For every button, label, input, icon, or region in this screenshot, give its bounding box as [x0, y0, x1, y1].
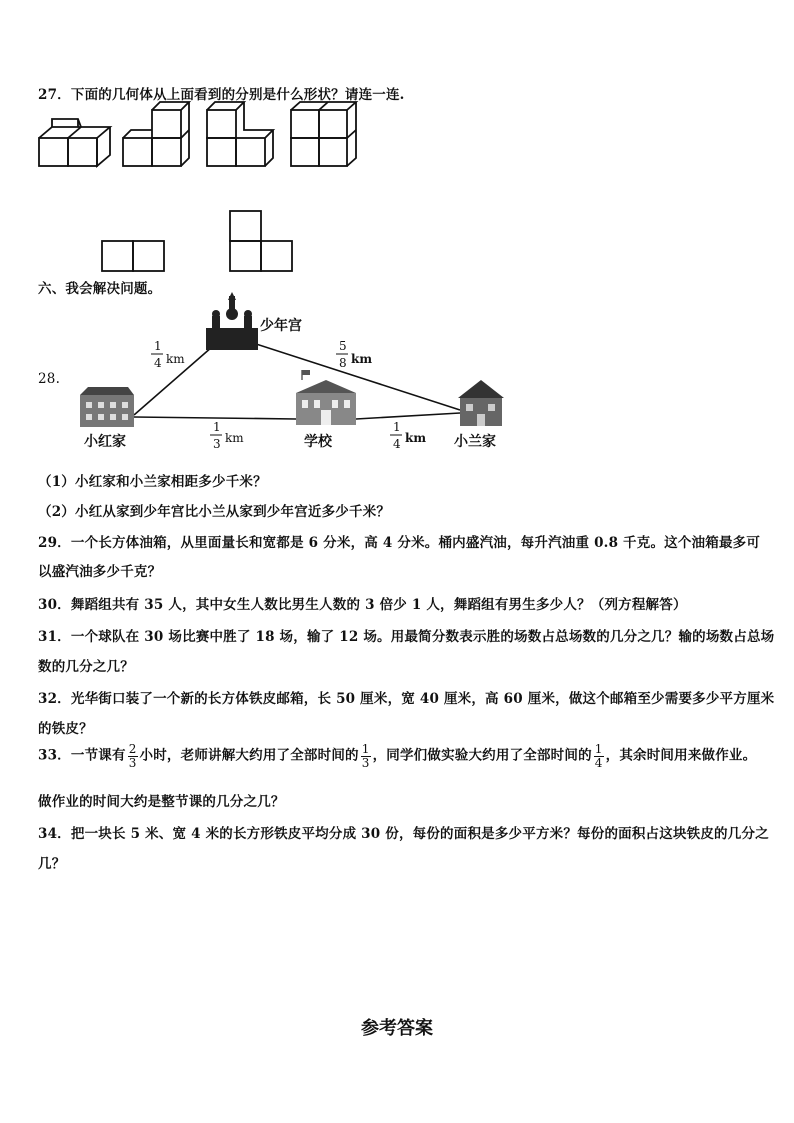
q28-number: 28.: [38, 371, 61, 387]
q33-fraction-1: $\frac{2}{3}$: [128, 742, 137, 770]
q29-line1: 29．一个长方体油箱，从里面量长和宽都是 6 分米，高 4 分米。桶内盛汽油，每升汽油重 0.8 千克。这个油箱最多可: [38, 535, 761, 551]
q34-line2: 几？: [38, 856, 66, 872]
solid-1: [39, 119, 110, 166]
svg-text:4: 4: [154, 356, 162, 370]
svg-text:km: km: [225, 431, 244, 445]
route-school-lan: [356, 413, 460, 419]
dist-palace-lan: [336, 339, 372, 370]
solid-4: [291, 102, 356, 166]
xiaolan-house-icon: [458, 380, 504, 426]
svg-text:5: 5: [339, 339, 347, 353]
svg-text:8: 8: [339, 356, 347, 370]
dist-hong-palace: [151, 339, 185, 370]
q28-sub1: （1）小红家和小兰家相距多少千米？: [38, 474, 267, 490]
svg-text:km: km: [351, 352, 373, 366]
q27-top-views: [0, 205, 794, 280]
q33-line2: 做作业的时间大约是整节课的几分之几？: [38, 794, 285, 810]
svg-text:1: 1: [213, 420, 221, 434]
q32-line1: 32．光华街口装了一个新的长方体铁皮邮箱，长 50 厘米，宽 40 厘米，高 60 厘米，做这个邮箱至少需要多少平方厘米: [38, 691, 775, 707]
q33-part4: ，其余时间用来做作业。: [605, 747, 757, 764]
svg-text:1: 1: [154, 339, 162, 353]
label-xiaohong: 小红家: [84, 434, 126, 450]
q33-part1: 33．一节课有: [38, 747, 126, 764]
svg-text:3: 3: [213, 437, 221, 451]
q33-fraction-2: $\frac{1}{3}$: [361, 742, 370, 770]
label-palace: 少年宫: [260, 318, 302, 334]
q33-line1: [38, 743, 756, 769]
dist-hong-school: [210, 420, 244, 451]
solid-3: [207, 102, 273, 166]
svg-text:4: 4: [393, 437, 401, 451]
q31-line2: 数的几分之几？: [38, 659, 134, 675]
solid-2: [123, 102, 189, 166]
answers-title: 参考答案: [361, 1018, 433, 1039]
dist-school-lan: [390, 420, 426, 451]
q32-line2: 的铁皮？: [38, 721, 93, 737]
label-school: 学校: [304, 434, 332, 450]
q31-line1: 31．一个球队在 30 场比赛中胜了 18 场，输了 12 场。用最简分数表示胜的场数占总场数的几分之几？输的场数占总场: [38, 629, 775, 645]
q27-solids: [0, 100, 794, 180]
svg-text:1: 1: [393, 420, 401, 434]
q33-fraction-3: $\frac{1}{4}$: [594, 742, 603, 770]
q33-part2: 小时，老师讲解大约用了全部时间的: [139, 747, 359, 764]
school-icon: [296, 370, 356, 425]
q34-line1: 34．把一块长 5 米、宽 4 米的长方形铁皮平均分成 30 份，每份的面积是多少平方米？每份的面积占这块铁皮的几分之: [38, 826, 769, 842]
label-xiaolan: 小兰家: [454, 434, 496, 450]
q28-sub2: （2）小红从家到少年宫比小兰从家到少年宫近多少千米？: [38, 504, 391, 520]
palace-icon: [206, 292, 258, 350]
q27-text: 27．下面的几何体从上面看到的分别是什么形状？请连一连.: [38, 87, 405, 103]
q28-map: [0, 290, 794, 460]
q30-line1: 30．舞蹈组共有 35 人，其中女生人数比男生人数的 3 倍少 1 人，舞蹈组有男生多少人？（列方程解答）: [38, 597, 687, 613]
top-view-2: [230, 211, 292, 271]
svg-text:km: km: [166, 352, 185, 366]
top-view-1: [102, 241, 164, 271]
svg-text:km: km: [405, 431, 427, 445]
q29-line2: 以盛汽油多少千克？: [38, 564, 162, 580]
q33-part3: ，同学们做实验大约用了全部时间的: [372, 747, 592, 764]
xiaohong-house-icon: [80, 387, 134, 427]
route-hong-school: [134, 417, 296, 419]
section-heading: 六、我会解决问题。: [38, 281, 162, 297]
